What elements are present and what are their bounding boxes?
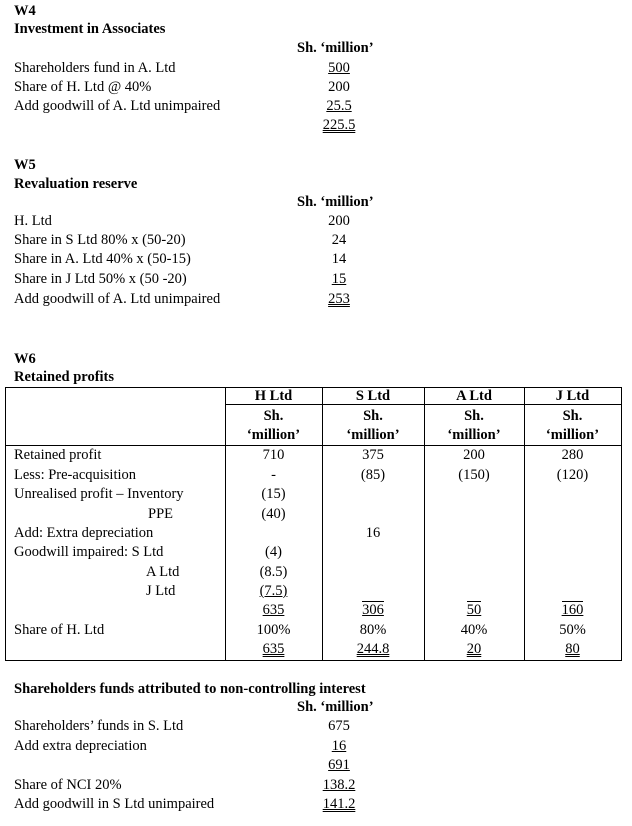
w4-total: 225.5 bbox=[322, 117, 356, 133]
cell-h-unrealised: (15) bbox=[261, 486, 286, 502]
nci-row-value: 138.2 bbox=[322, 777, 356, 793]
w5-row-value: 24 bbox=[331, 232, 347, 248]
cell-s-subtotal: 306 bbox=[362, 602, 384, 618]
nci-column-header: Sh. ‘million’ bbox=[297, 699, 374, 715]
w4-title: Investment in Associates bbox=[14, 21, 166, 37]
column-unit: ‘million’ bbox=[447, 427, 501, 443]
nci-row-label: Add goodwill in S Ltd unimpaired bbox=[14, 796, 215, 812]
cell-s-share-value: 244.8 bbox=[356, 641, 390, 657]
row-label-goodwill-a-ltd: A Ltd bbox=[146, 564, 180, 580]
w5-row-value: 14 bbox=[331, 251, 347, 267]
nci-row-label: Share of NCI 20% bbox=[14, 777, 122, 793]
cell-s-retained: 375 bbox=[362, 447, 384, 463]
nci-title: Shareholders funds attributed to non-controlling interest bbox=[14, 681, 366, 697]
w5-row-label: H. Ltd bbox=[14, 213, 52, 229]
w5-row-value: 15 bbox=[331, 271, 347, 287]
column-unit: Sh. bbox=[562, 408, 583, 424]
cell-j-subtotal: 160 bbox=[561, 602, 584, 618]
column-header-h-ltd: H Ltd bbox=[254, 388, 293, 404]
row-label-goodwill-j-ltd: J Ltd bbox=[146, 583, 176, 599]
nci-row-value: 16 bbox=[331, 738, 347, 754]
cell-j-share-pct: 50% bbox=[559, 622, 586, 638]
cell-h-subtotal: 635 bbox=[262, 602, 285, 618]
cell-j-preacq: (120) bbox=[556, 467, 589, 483]
cell-s-share-pct: 80% bbox=[359, 622, 387, 638]
cell-s-preacq: (85) bbox=[360, 467, 386, 483]
column-unit: ‘million’ bbox=[545, 427, 600, 443]
column-unit: Sh. bbox=[464, 408, 484, 424]
nci-row-value: 141.2 bbox=[322, 796, 356, 812]
column-unit: Sh. bbox=[363, 408, 383, 424]
w5-row-label: Add goodwill of A. Ltd unimpaired bbox=[14, 291, 221, 307]
w4-row-value: 500 bbox=[328, 60, 350, 76]
cell-a-preacq: (150) bbox=[458, 467, 490, 483]
cell-h-retained: 710 bbox=[262, 447, 285, 463]
w5-row-label: Share in A. Ltd 40% x (50-15) bbox=[14, 251, 191, 267]
column-header-j-ltd: J Ltd bbox=[555, 388, 590, 404]
w6-title: Retained profits bbox=[14, 369, 115, 385]
column-unit: ‘million’ bbox=[246, 427, 301, 443]
w4-row-value: 200 bbox=[328, 79, 350, 95]
cell-a-share-value: 20 bbox=[466, 641, 482, 657]
cell-j-share-value: 80 bbox=[565, 641, 580, 657]
w4-row-label: Shareholders fund in A. Ltd bbox=[14, 60, 176, 76]
cell-a-subtotal: 50 bbox=[466, 602, 482, 618]
w5-title: Revaluation reserve bbox=[14, 176, 138, 192]
row-label-unrealised-profit: Unrealised profit – Inventory bbox=[14, 486, 184, 502]
w4-column-header: Sh. ‘million’ bbox=[297, 40, 374, 56]
cell-h-preacq: - bbox=[271, 467, 276, 483]
cell-h-goodwill-j: (7.5) bbox=[259, 583, 288, 599]
row-label-pre-acquisition: Less: Pre-acquisition bbox=[14, 467, 137, 483]
row-label-goodwill-s-ltd: Goodwill impaired: S Ltd bbox=[14, 544, 164, 560]
w5-code: W5 bbox=[14, 157, 36, 173]
cell-s-extra-depreciation: 16 bbox=[365, 525, 381, 541]
cell-h-goodwill-a: (8.5) bbox=[259, 564, 288, 580]
w4-row-value: 25.5 bbox=[326, 98, 352, 114]
cell-j-retained: 280 bbox=[561, 447, 584, 463]
w5-row-label: Share in S Ltd 80% x (50-20) bbox=[14, 232, 186, 248]
nci-row-label: Add extra depreciation bbox=[14, 738, 147, 754]
cell-h-share-value: 635 bbox=[262, 641, 285, 657]
w5-column-header: Sh. ‘million’ bbox=[297, 194, 374, 210]
retained-profits-table bbox=[5, 387, 622, 661]
cell-h-share-pct: 100% bbox=[256, 622, 291, 638]
w4-row-label: Add goodwill of A. Ltd unimpaired bbox=[14, 98, 221, 114]
row-label-ppe: PPE bbox=[148, 506, 173, 522]
row-label-share-of-h-ltd: Share of H. Ltd bbox=[14, 622, 105, 638]
cell-h-ppe: (40) bbox=[261, 506, 286, 522]
cell-a-retained: 200 bbox=[463, 447, 485, 463]
w4-code: W4 bbox=[14, 3, 36, 19]
column-unit: Sh. bbox=[263, 408, 284, 424]
nci-row-value: 691 bbox=[328, 757, 350, 773]
w5-row-value: 200 bbox=[328, 213, 350, 229]
column-header-a-ltd: A Ltd bbox=[456, 388, 492, 404]
w6-code: W6 bbox=[14, 351, 36, 367]
w5-row-value: 253 bbox=[328, 291, 350, 307]
nci-row-value: 675 bbox=[328, 718, 350, 734]
row-label-extra-depreciation: Add: Extra depreciation bbox=[14, 525, 154, 541]
w4-row-label: Share of H. Ltd @ 40% bbox=[14, 79, 152, 95]
column-header-s-ltd: S Ltd bbox=[355, 388, 391, 404]
w5-row-label: Share in J Ltd 50% x (50 -20) bbox=[14, 271, 187, 287]
column-unit: ‘million’ bbox=[346, 427, 400, 443]
cell-a-share-pct: 40% bbox=[460, 622, 488, 638]
row-label-retained-profit: Retained profit bbox=[14, 447, 102, 463]
cell-h-goodwill-s: (4) bbox=[265, 544, 282, 560]
nci-row-label: Shareholders’ funds in S. Ltd bbox=[14, 718, 184, 734]
